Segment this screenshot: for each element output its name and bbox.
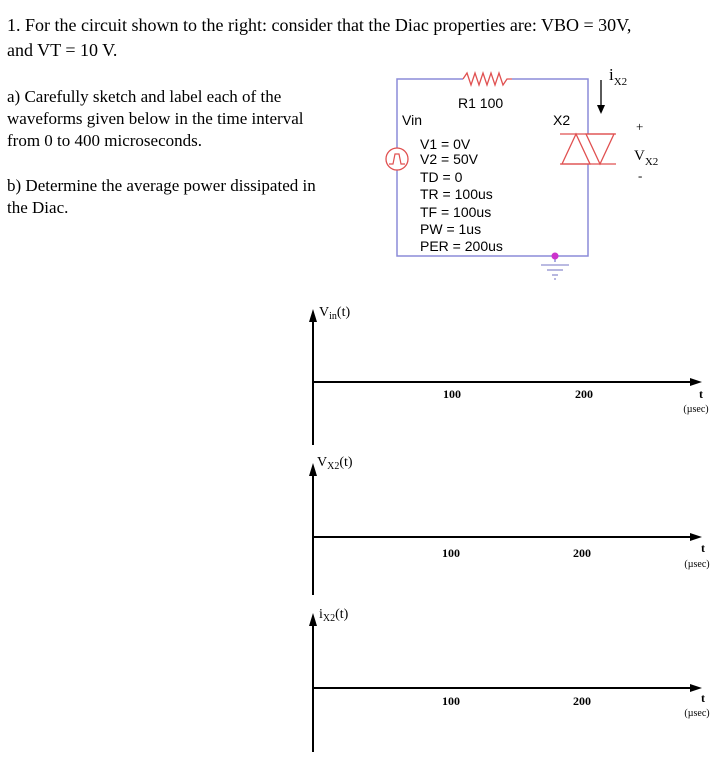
graph-ix2-tick-100: 100 [442,694,460,708]
part-b-line2: the Diac. [7,198,69,217]
graph-vx2-x-arrow [690,533,702,541]
part-b-line1: b) Determine the average power dissipated in [7,176,316,195]
current-arrow-head [597,105,605,114]
graph-vx2-y-arrow [309,463,317,476]
graph-vin [309,305,709,445]
voltage-minus: - [638,168,643,183]
source-param-v1: V1 = 0V [420,136,471,152]
part-a-line2: waveforms given below in the time interval [7,109,304,128]
resistor-label: R1 100 [458,95,504,111]
graph-ix2-tick-200: 200 [573,694,591,708]
pulse-source-vin [386,148,408,170]
graph-vin-y-label: $V_{in}(t)$ [319,305,351,322]
graph-vin-x-label: t [699,387,703,401]
graph-vx2-tick-100: 100 [442,546,460,560]
graph-vx2 [309,455,710,595]
problem-statement-line2: and VT = 10 V. [7,40,118,60]
graph-ix2-y-arrow [309,613,317,626]
ground-node-dot [552,253,559,260]
ground-icon [541,265,569,279]
graph-vin-tick-200: 200 [575,387,593,401]
source-param-pw: PW = 1us [420,221,482,237]
voltage-label: $V_{X2}$ [634,148,659,168]
part-a-line1: a) Carefully sketch and label each of the [7,87,282,106]
diac-x2 [560,134,616,164]
resistor-r1 [463,73,512,85]
graph-vx2-y-label: $V_{X2}(t)$ [317,455,353,472]
source-label: Vin [402,112,422,128]
circuit-schematic [0,0,724,300]
source-param-td: TD = 0 [420,169,463,185]
graph-ix2-x-unit: (µsec) [684,708,710,719]
voltage-plus: + [636,119,644,134]
waveform-axes [0,300,724,760]
diac-label: X2 [553,112,571,128]
source-param-v2: V2 = 50V [420,151,478,167]
source-param-per: PER = 200us [420,238,503,254]
graph-vin-y-arrow [309,309,317,322]
graph-vin-x-unit: (µsec) [683,404,709,415]
graph-vin-tick-100: 100 [443,387,461,401]
graph-vx2-x-unit: (µsec) [684,559,710,570]
graph-ix2 [309,607,710,752]
graph-vin-x-arrow [690,378,702,386]
current-label: $i_{X2}$ [609,65,628,88]
graph-vx2-tick-200: 200 [573,546,591,560]
graph-ix2-y-label: $i_{X2}(t)$ [319,607,349,624]
problem-statement-line1: 1. For the circuit shown to the right: consider that the Diac properties are: VBO = 30V, [7,15,632,35]
source-param-tr: TR = 100us [420,186,493,202]
source-param-tf: TF = 100us [420,204,492,220]
part-a-line3: from 0 to 400 microseconds. [7,131,202,150]
graph-ix2-x-label: t [701,691,705,705]
graph-vx2-x-label: t [701,541,705,555]
